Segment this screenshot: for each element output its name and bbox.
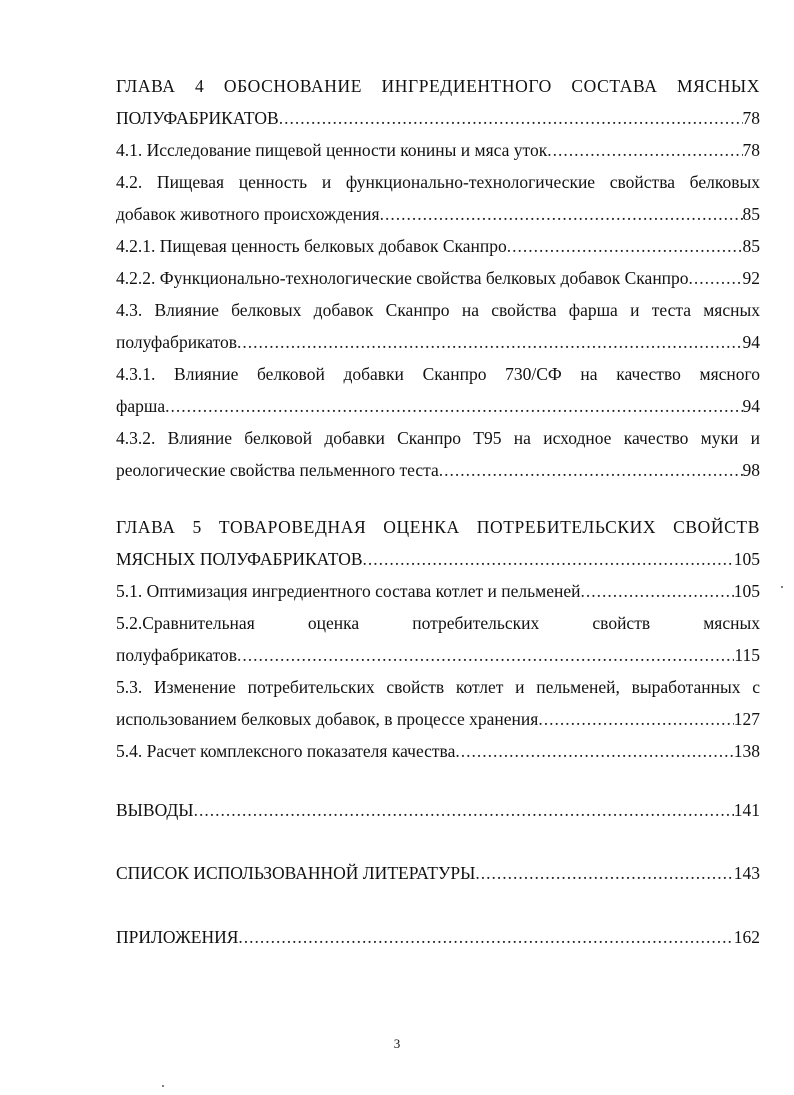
toc-item-4-3-line2: полуфабрикатов ..... 94: [116, 329, 760, 355]
leader-dots: [380, 201, 743, 227]
chapter4-title-line1: ГЛАВА 4 ОБОСНОВАНИЕ ИНГРЕДИЕНТНОГО СОСТАВА МЯСНЫХ: [116, 76, 760, 96]
toc-references: СПИСОК ИСПОЛЬЗОВАННОЙ ЛИТЕРАТУРЫ ..... 143: [116, 860, 760, 886]
leader-dots: [455, 738, 733, 764]
chapter4-page: 78: [742, 108, 760, 128]
scan-speck: [781, 586, 783, 588]
toc-item-5-3-line2: использованием белковых добавок, в процессе хранения ..... 127: [116, 706, 760, 732]
toc-item-4-3-line1: 4.3. Влияние белковых добавок Сканпро на свойства фарша и теста мясных: [116, 300, 760, 320]
leader-dots: [547, 137, 742, 163]
leader-dots: [238, 924, 733, 950]
toc-item-4-3-2-line1: 4.3.2. Влияние белковой добавки Сканпро Т95 на исходное качество муки и: [116, 428, 760, 448]
leader-dots: [165, 393, 742, 419]
leader-dots: [689, 265, 743, 291]
toc-appendices: ПРИЛОЖЕНИЯ ..... 162: [116, 924, 760, 950]
leader-dots: [507, 233, 743, 259]
chapter5-title-text: МЯСНЫХ ПОЛУФАБРИКАТОВ: [116, 549, 363, 569]
chapter5-page: 105: [733, 549, 760, 569]
leader-dots: [279, 105, 743, 131]
toc-item-4-1: 4.1. Исследование пищевой ценности конины и мяса уток ..... 78: [116, 137, 760, 163]
toc-item-4-2-line1: 4.2. Пищевая ценность и функционально-технологические свойства белковых: [116, 172, 760, 192]
toc-item-4-2-2: 4.2.2. Функционально-технологические свойства белковых добавок Сканпро ..... 92: [116, 265, 760, 291]
chapter4-title-text: ПОЛУФАБРИКАТОВ: [116, 108, 279, 128]
toc-item-5-3-line1: 5.3. Изменение потребительских свойств котлет и пельменей, выработанных с: [116, 677, 760, 697]
page-number: 3: [393, 1036, 401, 1051]
toc-item-5-1: 5.1. Оптимизация ингредиентного состава котлет и пельменей ..... 105: [116, 578, 760, 604]
toc-item-4-2-line2: добавок животного происхождения ..... 85: [116, 201, 760, 227]
leader-dots: [439, 457, 743, 483]
toc-conclusions: ВЫВОДЫ ..... 141: [116, 797, 760, 823]
chapter5-title-line1: ГЛАВА 5 ТОВАРОВЕДНАЯ ОЦЕНКА ПОТРЕБИТЕЛЬСКИХ СВОЙСТВ: [116, 517, 760, 537]
toc-item-4-3-2-line2: реологические свойства пельменного теста ..... 98: [116, 457, 760, 483]
toc-item-4-3-1-line2: фарша ..... 94: [116, 393, 760, 419]
leader-dots: [237, 642, 734, 668]
leader-dots: [363, 546, 734, 572]
chapter5-title-line2: [116, 546, 760, 572]
toc-item-4-3-1-line1: 4.3.1. Влияние белковой добавки Сканпро 730/СФ на качество мясного: [116, 364, 760, 384]
toc-item-4-2-1: 4.2.1. Пищевая ценность белковых добавок Сканпро ..... 85: [116, 233, 760, 259]
toc-item-5-2-line1: 5.2.Сравнительная оценка потребительских свойств мясных: [116, 613, 760, 633]
leader-dots: [194, 797, 734, 823]
toc-item-5-2-line2: полуфабрикатов ..... 115: [116, 642, 760, 668]
leader-dots: [580, 578, 733, 604]
chapter4-title-line2: [116, 105, 760, 131]
leader-dots: [475, 860, 733, 886]
leader-dots: [538, 706, 733, 732]
leader-dots: [237, 329, 742, 355]
scan-speck: [162, 1085, 164, 1087]
toc-item-5-4: 5.4. Расчет комплексного показателя качества ..... 138: [116, 738, 760, 764]
